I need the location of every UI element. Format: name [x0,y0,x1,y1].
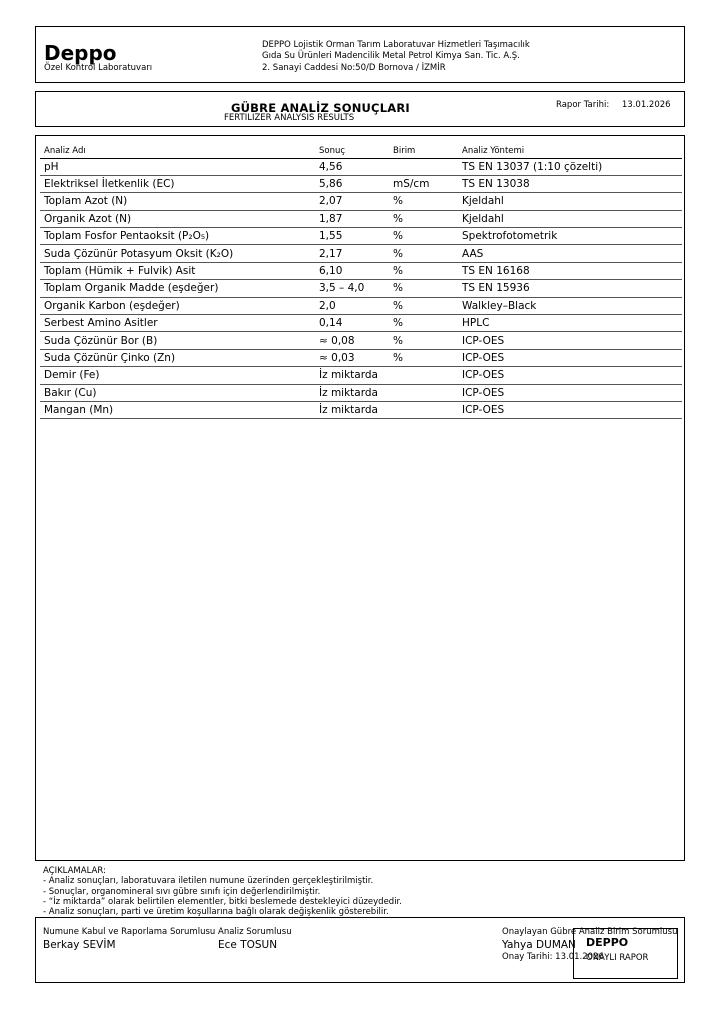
column-header: Analiz Adı [40,142,315,158]
stamp-title: DEPPO [586,936,629,949]
table-row [40,245,682,262]
table-row [40,349,682,366]
brand-name: Deppo [44,41,117,65]
table-row [40,384,682,401]
notes-title: AÇIKLAMALAR: [43,866,106,876]
notes-section [43,866,402,917]
unit-cell [389,367,458,384]
signature-role: Numune Kabul ve Raporlama Sorumlusu [43,927,216,937]
analysis-name-cell: Elektriksel İletkenlik (EC) [40,175,315,192]
signature-name: Ece TOSUN [218,939,278,951]
results-table [40,142,682,419]
method-cell: AAS [458,245,682,262]
unit-cell: % [389,349,458,366]
report-subtitle: FERTILIZER ANALYSIS RESULTS [224,113,355,123]
unit-cell [389,401,458,418]
stamp-subtitle: ONAYLI RAPOR [586,953,649,963]
table-header-row [40,142,682,158]
table-row [40,228,682,245]
result-cell: 1,55 [315,228,389,245]
report-header [35,26,685,83]
note-item: - Sonuçlar, organomineral sıvı gübre sınıfı için değerlendirilmiştir. [43,886,321,897]
method-cell: ICP-OES [458,401,682,418]
table-row [40,193,682,210]
unit-cell: % [389,245,458,262]
table-row [40,401,682,418]
unit-cell: % [389,193,458,210]
result-cell: ≈ 0,03 [315,349,389,366]
result-cell: 4,56 [315,158,389,175]
table-row [40,280,682,297]
unit-cell [389,384,458,401]
report-date-value: 13.01.2026 [621,100,671,110]
analysis-name-cell: Mangan (Mn) [40,401,315,418]
approval-stamp [573,928,678,979]
results-section [35,135,685,861]
method-cell: Walkley–Black [458,297,682,314]
table-row [40,332,682,349]
table-row [40,262,682,279]
result-cell: İz miktarda [315,384,389,401]
method-cell: TS EN 16168 [458,262,682,279]
note-item: - Analiz sonuçları, parti ve üretim koşullarına bağlı olarak değişkenlik gösterebilir. [43,907,389,918]
analysis-name-cell: Toplam Fosfor Pentaoksit (P₂O₅) [40,228,315,245]
approval-date: Onay Tarihi: 13.01.2026 [502,952,604,962]
signature-section [35,917,685,983]
analysis-name-cell: Organik Karbon (eşdeğer) [40,297,315,314]
result-cell: 6,10 [315,262,389,279]
analysis-name-cell: pH [40,158,315,175]
column-header: Birim [389,142,458,158]
title-section [35,91,685,127]
method-cell: TS EN 13038 [458,175,682,192]
table-row [40,175,682,192]
note-item: - “İz miktarda” olarak belirtilen elementler, bitki beslemede destekleyici düzeydedir. [43,896,402,907]
result-cell: 3,5 – 4,0 [315,280,389,297]
analysis-name-cell: Toplam Organik Madde (eşdeğer) [40,280,315,297]
analysis-name-cell: Serbest Amino Asitler [40,315,315,332]
signature-role: Analiz Sorumlusu [218,927,292,937]
brand-subtitle: Özel Kontrol Laboratuvarı [44,63,153,73]
unit-cell: % [389,315,458,332]
table-row [40,297,682,314]
table-row [40,158,682,175]
unit-cell: mS/cm [389,175,458,192]
unit-cell: % [389,280,458,297]
result-cell: 1,87 [315,210,389,227]
result-cell: 2,0 [315,297,389,314]
result-cell: İz miktarda [315,401,389,418]
result-cell: İz miktarda [315,367,389,384]
column-header: Analiz Yöntemi [458,142,682,158]
company-info [262,40,530,74]
result-cell: ≈ 0,08 [315,332,389,349]
analysis-name-cell: Suda Çözünür Bor (B) [40,332,315,349]
method-cell: HPLC [458,315,682,332]
report-date [556,100,671,110]
method-cell: TS EN 13037 (1:10 çözelti) [458,158,682,175]
table-row [40,315,682,332]
unit-cell: % [389,228,458,245]
company-line: Gıda Su Ürünleri Madencilik Metal Petrol Kimya San. Tic. A.Ş. [262,51,520,62]
method-cell: Kjeldahl [458,193,682,210]
analysis-name-cell: Organik Azot (N) [40,210,315,227]
unit-cell: % [389,262,458,279]
result-cell: 2,07 [315,193,389,210]
unit-cell: % [389,210,458,227]
unit-cell: % [389,297,458,314]
signature-name: Yahya DUMAN [502,939,576,951]
analysis-name-cell: Toplam (Hümik + Fulvik) Asit [40,262,315,279]
analysis-name-cell: Bakır (Cu) [40,384,315,401]
report-date-label: Rapor Tarihi: [556,100,610,110]
table-row [40,210,682,227]
result-cell: 2,17 [315,245,389,262]
unit-cell: % [389,332,458,349]
method-cell: ICP-OES [458,384,682,401]
signature-name: Berkay SEVİM [43,939,116,951]
analysis-name-cell: Demir (Fe) [40,367,315,384]
results-table-body [40,158,682,419]
table-row [40,367,682,384]
column-header: Sonuç [315,142,389,158]
method-cell: ICP-OES [458,332,682,349]
company-line: 2. Sanayi Caddesi No:50/D Bornova / İZMİR [262,62,446,73]
result-cell: 5,86 [315,175,389,192]
method-cell: ICP-OES [458,367,682,384]
signature-role: Onaylayan Gübre Analiz Birim Sorumlusu [502,927,678,937]
method-cell: Kjeldahl [458,210,682,227]
analysis-name-cell: Toplam Azot (N) [40,193,315,210]
company-line: DEPPO Lojistik Orman Tarım Laboratuvar Hizmetleri Taşımacılık [262,40,530,50]
result-cell: 0,14 [315,315,389,332]
unit-cell [389,158,458,175]
method-cell: TS EN 15936 [458,280,682,297]
report-title: GÜBRE ANALİZ SONUÇLARI [231,101,410,115]
method-cell: Spektrofotometrik [458,228,682,245]
analysis-name-cell: Suda Çözünür Çinko (Zn) [40,349,315,366]
analysis-name-cell: Suda Çözünür Potasyum Oksit (K₂O) [40,245,315,262]
note-item: - Analiz sonuçları, laboratuvara iletilen numune üzerinden gerçekleştirilmiştir. [43,876,374,887]
method-cell: ICP-OES [458,349,682,366]
